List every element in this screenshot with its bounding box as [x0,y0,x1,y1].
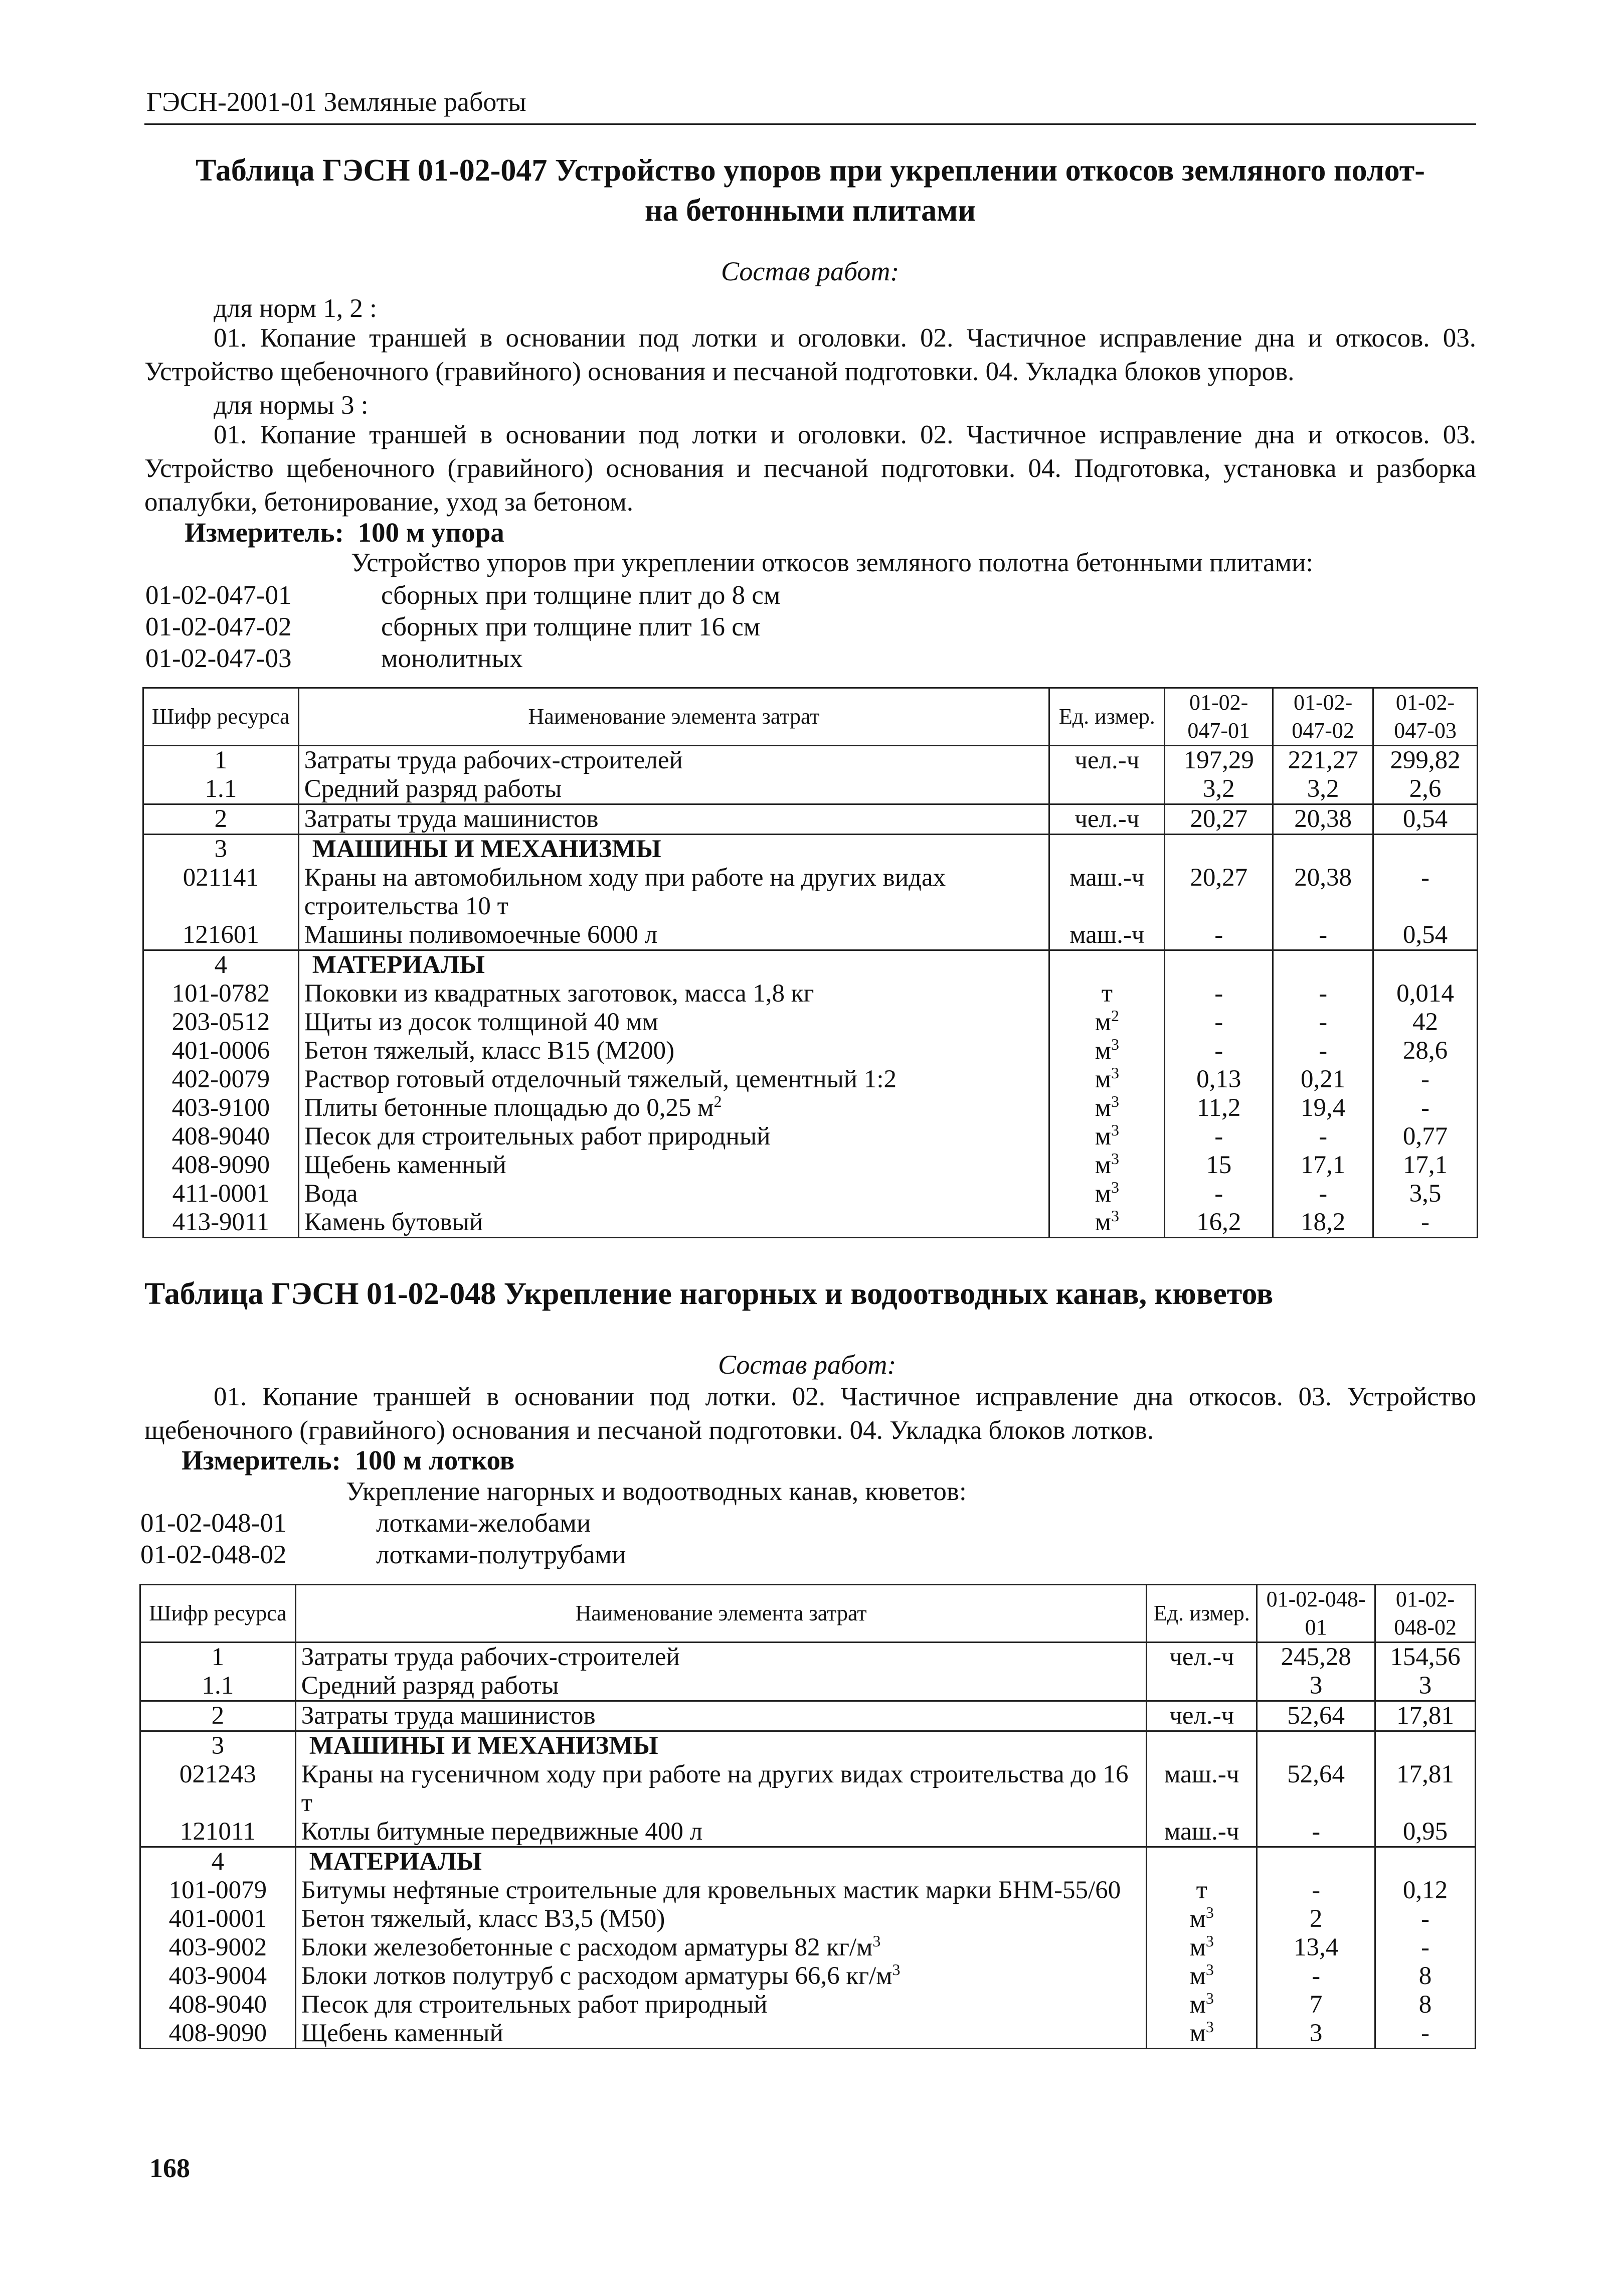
resource-code-cell: 403-9100 [143,1094,299,1122]
table-048-header-row [140,1585,1476,1643]
cost-element-name-cell: Песок для строительных работ природный [298,1122,1049,1151]
section-heading-cell: МАТЕРИАЛЫ [295,1847,1147,1877]
norm-value-cell-1: 11,2 [1165,1094,1273,1122]
norm-value-cell-3: 0,77 [1373,1122,1478,1151]
unit-cell: т [1147,1876,1257,1905]
norm-value-cell-3: 17,1 [1373,1151,1478,1180]
norm-value-cell-2: 0,95 [1375,1818,1476,1847]
unit-cell [1049,775,1165,804]
norm-value-cell-2: 3,2 [1273,775,1373,804]
cost-element-name-cell: Затраты труда машинистов [298,804,1049,835]
unit-cell: маш.-ч [1049,864,1165,921]
measure-label-047: Измеритель: [185,517,344,548]
norm-value-cell-2: 19,4 [1273,1094,1373,1122]
resource-code-cell: 021141 [143,864,299,921]
table-row [140,1672,1476,1701]
norm-value-cell-2: - [1375,1933,1476,1962]
norm-value-cell-1: - [1165,1008,1273,1037]
table-row [140,1991,1476,2019]
norm-value-cell-1: - [1165,979,1273,1008]
table-048 [139,1584,1476,2049]
desc-047-03: монолитных [381,644,523,673]
table-row [143,979,1478,1008]
norm-value-cell-1: 52,64 [1257,1760,1375,1818]
col-header-name: Наименование элемента затрат [295,1585,1147,1643]
unit-cell: чел.-ч [1049,804,1165,835]
resource-code-cell: 403-9004 [140,1962,296,1991]
norm-value-cell-2: 221,27 [1273,746,1373,775]
norm-value-cell-2: 20,38 [1273,864,1373,921]
norm-value-cell-2: 8 [1375,1962,1476,1991]
table-row [143,864,1478,921]
norm-value-cell-3: - [1373,1094,1478,1122]
norm-value-cell-2: 17,81 [1375,1760,1476,1818]
resource-code-cell: 203-0512 [143,1008,299,1037]
norm-value-cell-2: - [1273,1008,1373,1037]
cost-element-name-cell: Бетон тяжелый, класс В3,5 (М50) [295,1905,1147,1933]
unit-cell: маш.-ч [1147,1760,1257,1818]
table-row [140,1760,1476,1818]
norm-value-cell-1 [1257,1731,1375,1761]
measure-value-048: 100 м лотков [354,1445,515,1475]
works-text-3 [144,418,1476,519]
resource-code-cell: 408-9090 [143,1151,299,1180]
norm-value-cell-2 [1273,950,1373,980]
unit-cell: $м^3$ [1049,1122,1165,1151]
col-header-code: Шифр ресурса [143,688,299,746]
code-048-02: 01-02-048-02 [140,1540,287,1569]
unit-cell: чел.-ч [1147,1701,1257,1731]
norm-value-cell-1: 20,27 [1165,864,1273,921]
table-047 [142,687,1478,1238]
unit-cell: $м^3$ [1049,1180,1165,1208]
table-row [143,921,1478,950]
cost-element-name-cell: Камень бутовый [298,1208,1049,1238]
section-heading-cell: МАШИНЫ И МЕХАНИЗМЫ [295,1731,1147,1761]
norm-value-cell-2: - [1273,979,1373,1008]
norm-value-cell-2: 17,1 [1273,1151,1373,1180]
cost-element-name-cell: Щебень каменный [298,1151,1049,1180]
desc-048-02: лотками-полутрубами [376,1540,626,1569]
norm-value-cell-3: 0,54 [1373,921,1478,950]
unit-cell: маш.-ч [1147,1818,1257,1847]
resource-code-cell: 403-9002 [140,1933,296,1962]
norm-value-cell-3: 3,5 [1373,1180,1478,1208]
norm-value-cell-3: - [1373,1065,1478,1094]
norm-value-cell-1: 245,28 [1257,1643,1375,1672]
norm-value-cell-1 [1165,950,1273,980]
norm-value-cell-1: - [1165,1037,1273,1065]
resource-code-cell: 413-9011 [143,1208,299,1238]
running-header: ГЭСН-2001-01 Земляные работы [146,87,526,117]
unit-cell: $м^3$ [1049,1151,1165,1180]
norm-value-cell-1: 3,2 [1165,775,1273,804]
resource-code-cell: 4 [140,1847,296,1877]
col-header-048-01: 01-02-048-01 [1257,1585,1375,1643]
norm-value-cell-3: 42 [1373,1008,1478,1037]
desc-048-01: лотками-желобами [376,1509,591,1538]
for-norms-12: для норм 1, 2 : [214,294,377,323]
table-row [143,746,1478,775]
section-heading-cell: МАТЕРИАЛЫ [298,950,1049,980]
norm-value-cell-1: - [1165,921,1273,950]
norm-value-cell-1: 197,29 [1165,746,1273,775]
cost-element-name-cell: Песок для строительных работ природный [295,1991,1147,2019]
table-row [143,1037,1478,1065]
norm-value-cell-2: 8 [1375,1991,1476,2019]
norm-value-cell-2 [1375,1847,1476,1877]
unit-cell: $м^3$ [1049,1037,1165,1065]
cost-element-name-cell: Краны на гусеничном ходу при работе на других видах строительства до 16 т [295,1760,1147,1818]
norm-value-cell-1: 13,4 [1257,1933,1375,1962]
table-row [140,1847,1476,1877]
code-047-01: 01-02-047-01 [145,581,292,610]
resource-code-cell: 401-0001 [140,1905,296,1933]
norm-value-cell-2: - [1273,1122,1373,1151]
measure-label-048: Измеритель: [182,1445,341,1475]
resource-code-cell: 401-0006 [143,1037,299,1065]
table-row [140,1701,1476,1731]
measure-048 [182,1444,514,1476]
col-header-047-02: 01-02-047-02 [1273,688,1373,746]
norm-value-cell-3: - [1373,1208,1478,1238]
intro-047: Устройство упоров при укреплении откосов земляного полотна бетонными плитами: [351,548,1314,577]
resource-code-cell: 3 [143,835,299,864]
norm-value-cell-2: 3 [1375,1672,1476,1701]
table-row [140,2019,1476,2049]
norm-value-cell-1: - [1165,1122,1273,1151]
table-047-title [144,150,1476,231]
norm-value-cell-1: 52,64 [1257,1701,1375,1731]
table-048-title: Таблица ГЭСН 01-02-048 Укрепление нагорных и водоотводных канав, кюветов [144,1277,1274,1311]
unit-cell [1147,1672,1257,1701]
table-row [143,835,1478,864]
resource-code-cell: 1.1 [140,1672,296,1701]
norm-value-cell-1 [1165,835,1273,864]
table-row [140,1933,1476,1962]
norm-value-cell-2: - [1375,1905,1476,1933]
resource-code-cell: 021243 [140,1760,296,1818]
cost-element-name-cell: Бетон тяжелый, класс В15 (М200) [298,1037,1049,1065]
works-heading-047: Состав работ: [721,256,900,286]
norm-value-cell-2: 18,2 [1273,1208,1373,1238]
resource-code-cell: 3 [140,1731,296,1761]
table-047-title-line2: на бетонными плитами [644,194,976,228]
section-heading-cell: МАШИНЫ И МЕХАНИЗМЫ [298,835,1049,864]
code-047-03: 01-02-047-03 [145,644,292,673]
norm-value-cell-3: - [1373,864,1478,921]
norm-value-cell-2: 0,21 [1273,1065,1373,1094]
unit-cell: $м^3$ [1049,1208,1165,1238]
for-norm-3: для нормы 3 : [214,391,369,420]
cost-element-name-cell: Битумы нефтяные строительные для кровельных мастик марки БНМ-55/60 [295,1876,1147,1905]
resource-code-cell: 1 [143,746,299,775]
unit-cell [1049,835,1165,864]
resource-code-cell: 121601 [143,921,299,950]
norm-value-cell-2: - [1273,921,1373,950]
norm-value-cell-1: 3 [1257,1672,1375,1701]
norm-value-cell-1: 2 [1257,1905,1375,1933]
cost-element-name-cell: Раствор готовый отделочный тяжелый, цементный 1:2 [298,1065,1049,1094]
resource-code-cell: 1 [140,1643,296,1672]
unit-cell: $м^3$ [1049,1094,1165,1122]
cost-element-name-cell: Поковки из квадратных заготовок, масса 1,8 кг [298,979,1049,1008]
table-row [143,775,1478,804]
works-text-048 [144,1380,1476,1447]
col-header-unit: Ед. измер. [1147,1585,1257,1643]
resource-code-cell: 101-0079 [140,1876,296,1905]
unit-cell: чел.-ч [1147,1643,1257,1672]
unit-cell: $м^3$ [1147,1962,1257,1991]
table-row [143,1094,1478,1122]
norm-value-cell-1: - [1257,1876,1375,1905]
norm-value-cell-2: - [1375,2019,1476,2049]
unit-cell: $м^2$ [1049,1008,1165,1037]
unit-cell: $м^3$ [1049,1065,1165,1094]
works-heading-048: Состав работ: [718,1350,897,1380]
unit-cell: т [1049,979,1165,1008]
table-row [143,1122,1478,1151]
col-header-code: Шифр ресурса [140,1585,296,1643]
table-row [140,1962,1476,1991]
col-header-unit: Ед. измер. [1049,688,1165,746]
col-header-048-02: 01-02-048-02 [1375,1585,1476,1643]
norm-value-cell-1: - [1257,1962,1375,1991]
header-rule [144,123,1476,125]
norm-value-cell-1: 15 [1165,1151,1273,1180]
desc-047-02: сборных при толщине плит 16 см [381,612,761,641]
resource-code-cell: 1.1 [143,775,299,804]
cost-element-name-cell: Краны на автомобильном ходу при работе на других видах строительства 10 т [298,864,1049,921]
cost-element-name-cell: Машины поливомоечные 6000 л [298,921,1049,950]
cost-element-name-cell: Блоки лотков полутруб с расходом арматуры 66,6 $кг/м^3$ [295,1962,1147,1991]
table-row [143,1208,1478,1238]
resource-code-cell: 2 [143,804,299,835]
cost-element-name-cell: Затраты труда рабочих-строителей [295,1643,1147,1672]
code-047-02: 01-02-047-02 [145,612,292,641]
intro-048: Укрепление нагорных и водоотводных канав, кюветов: [346,1477,967,1506]
norm-value-cell-1: 20,27 [1165,804,1273,835]
norm-value-cell-3: 0,54 [1373,804,1478,835]
table-row [143,950,1478,980]
norm-value-cell-2: 17,81 [1375,1701,1476,1731]
norm-value-cell-3: 299,82 [1373,746,1478,775]
cost-element-name-cell: Затраты труда машинистов [295,1701,1147,1731]
table-047-title-line1: Таблица ГЭСН 01-02-047 Устройство упоров при укреплении откосов земляного полот- [196,153,1425,188]
resource-code-cell: 411-0001 [143,1180,299,1208]
unit-cell: $м^3$ [1147,1905,1257,1933]
table-row [140,1876,1476,1905]
unit-cell: $м^3$ [1147,1991,1257,2019]
unit-cell [1049,950,1165,980]
table-row [140,1905,1476,1933]
resource-code-cell: 408-9040 [143,1122,299,1151]
unit-cell [1147,1847,1257,1877]
cost-element-name-cell: Вода [298,1180,1049,1208]
norm-value-cell-1 [1257,1847,1375,1877]
table-row [140,1731,1476,1761]
norm-value-cell-2: 0,12 [1375,1876,1476,1905]
code-048-01: 01-02-048-01 [140,1509,287,1538]
norm-value-cell-3: 0,014 [1373,979,1478,1008]
cost-element-name-cell: Блоки железобетонные с расходом арматуры 82 $кг/м^3$ [295,1933,1147,1962]
table-row [143,804,1478,835]
works-text-12-body: 01. Копание траншей в основании под лотки и оголовки. 02. Частичное исправление дна и откосов. 03. Устройство щебеночного (гравийного) основания и песчаной подготовки. 04. Укладка блоков упоров. [144,323,1476,386]
page-number: 168 [149,2153,190,2183]
resource-code-cell: 408-9090 [140,2019,296,2049]
works-text-048-body: 01. Копание траншей в основании под лотки. 02. Частичное исправление дна откосов. 03. Устройство щебеночного (гравийного) основания и песчаной подготовки. 04. Укладка блоков лотков. [144,1382,1476,1445]
resource-code-cell: 2 [140,1701,296,1731]
table-row [143,1180,1478,1208]
norm-value-cell-1: 16,2 [1165,1208,1273,1238]
norm-value-cell-2: - [1273,1037,1373,1065]
norm-value-cell-1: 0,13 [1165,1065,1273,1094]
norm-value-cell-2: 20,38 [1273,804,1373,835]
measure-047 [185,517,504,548]
norm-value-cell-3: 2,6 [1373,775,1478,804]
unit-cell [1147,1731,1257,1761]
norm-value-cell-1: - [1165,1180,1273,1208]
col-header-047-01: 01-02-047-01 [1165,688,1273,746]
cost-element-name-cell: Средний разряд работы [298,775,1049,804]
norm-value-cell-2: - [1273,1180,1373,1208]
norm-value-cell-1: 7 [1257,1991,1375,2019]
unit-cell: чел.-ч [1049,746,1165,775]
norm-value-cell-1: 3 [1257,2019,1375,2049]
norm-value-cell-3 [1373,835,1478,864]
table-row [143,1151,1478,1180]
works-text-3-body: 01. Копание траншей в основании под лотки и оголовки. 02. Частичное исправление дна и откосов. 03. Устройство щебеночного (гравийного) основания и песчаной подготовки. 04. Подготовка, установка и разборка опалубки, бетонирование, уход за бетоном. [144,420,1476,517]
works-text-12 [144,321,1476,389]
col-header-047-03: 01-02-047-03 [1373,688,1478,746]
cost-element-name-cell: Плиты бетонные площадью до 0,25 $м^2$ [298,1094,1049,1122]
resource-code-cell: 101-0782 [143,979,299,1008]
norm-value-cell-1: - [1257,1818,1375,1847]
norm-value-cell-2: 154,56 [1375,1643,1476,1672]
norm-value-cell-3 [1373,950,1478,980]
table-row [140,1643,1476,1672]
norm-value-cell-2 [1273,835,1373,864]
measure-value-047: 100 м упора [358,517,504,548]
cost-element-name-cell: Котлы битумные передвижные 400 л [295,1818,1147,1847]
resource-code-cell: 402-0079 [143,1065,299,1094]
unit-cell: маш.-ч [1049,921,1165,950]
cost-element-name-cell: Средний разряд работы [295,1672,1147,1701]
table-row [143,1008,1478,1037]
cost-element-name-cell: Затраты труда рабочих-строителей [298,746,1049,775]
cost-element-name-cell: Щебень каменный [295,2019,1147,2049]
resource-code-cell: 121011 [140,1818,296,1847]
table-row [143,1065,1478,1094]
cost-element-name-cell: Щиты из досок толщиной 40 мм [298,1008,1049,1037]
table-row [140,1818,1476,1847]
resource-code-cell: 408-9040 [140,1991,296,2019]
resource-code-cell: 4 [143,950,299,980]
norm-value-cell-2 [1375,1731,1476,1761]
norm-value-cell-3: 28,6 [1373,1037,1478,1065]
col-header-name: Наименование элемента затрат [298,688,1049,746]
table-047-header-row [143,688,1478,746]
unit-cell: $м^3$ [1147,1933,1257,1962]
unit-cell: $м^3$ [1147,2019,1257,2049]
desc-047-01: сборных при толщине плит до 8 см [381,581,781,610]
